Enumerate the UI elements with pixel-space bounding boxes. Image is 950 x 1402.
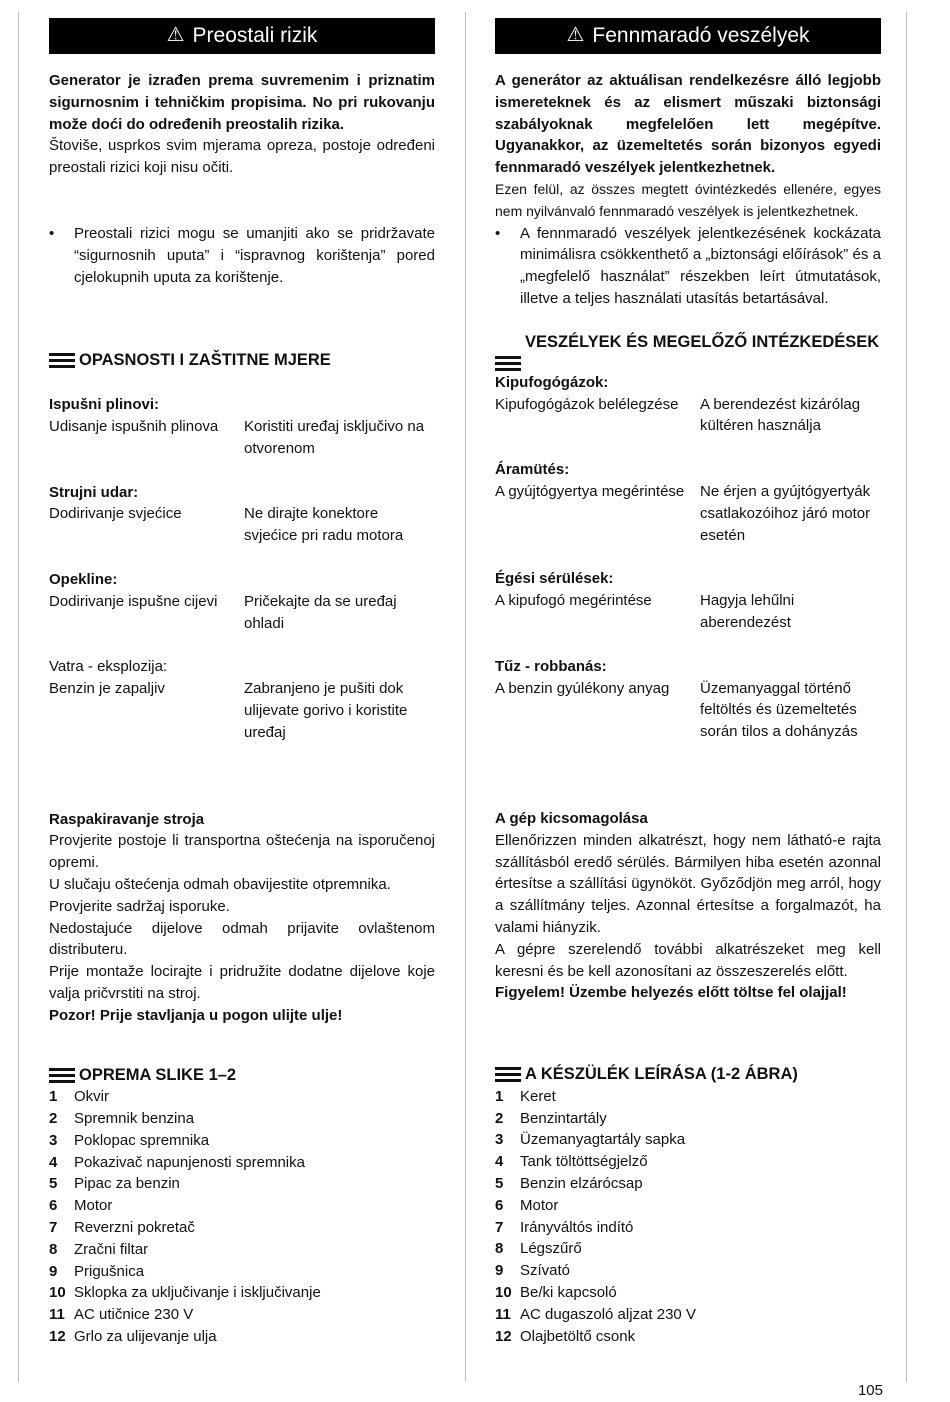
list-item: 6 Motor [495,1196,559,1214]
hazard-measure: Pričekajte da se uređaj ohladi [244,592,397,632]
hazard-measure: Koristiti uređaj isključivo na otvorenom [244,417,425,457]
hazards-heading: OPASNOSTI I ZAŠTITNE MJERE [49,350,435,372]
equipment-heading: A KÉSZÜLÉK LEÍRÁSA (1-2 ÁBRA) [495,1064,881,1086]
hazard-block-3 [495,568,881,633]
menu-lines-icon [49,1068,75,1084]
hazard-category: Strujni udar: [49,483,139,501]
hazard-measure: Zabranjeno je pušiti dok ulijevate gorivo i koristite uređaj [244,680,408,741]
warning-triangle-icon: ⚠ [166,24,185,47]
hazard-text: Kipufogógázok belélegzése [495,395,679,413]
hazard-category: Égési sérülések: [495,570,614,588]
hazard-block-2 [495,459,881,546]
hazard-measure: Hagyja lehűlni aberendezést [700,592,795,631]
equipment-list [49,1086,435,1348]
hazard-block-3 [49,569,435,634]
unpack-line: Prije montaže locirajte i pridružite dodatne dijelove koje valja pričvrstiti na stroj. [49,963,435,1002]
list-item: 6 Motor [49,1197,113,1215]
list-item: 3 Üzemanyagtartály sapka [495,1131,686,1149]
page-number: 105 [857,1382,883,1399]
section-title-bar [495,18,881,54]
section-title: Fennmaradó veszélyek [592,24,810,48]
hazard-block-4 [49,656,435,743]
list-item: 8 Légszűrő [495,1240,582,1258]
list-item: 12 Olajbetöltő csonk [495,1327,636,1345]
menu-lines-icon [495,356,521,372]
unpack-warning: Pozor! Prije stavljanja u pogon ulijte ulje! [49,1006,343,1024]
list-item: 8 Zračni filtar [49,1240,149,1258]
column-rule-center [465,12,466,1382]
list-item: 7 Irányváltós indító [495,1218,634,1236]
hazard-category: Vatra - eksplozija: [49,658,168,676]
hazard-category: Tűz - robbanás: [495,657,607,675]
hazard-text: A kipufogó megérintése [495,592,652,610]
column-rule-left [18,12,19,1382]
hazard-measure: A berendezést kizárólag kültéren használja [700,395,861,435]
list-item: 1 Keret [495,1087,556,1105]
hazard-measure: Üzemanyaggal történő feltöltés és üzemeltetés során tilos a dohányzás [700,679,858,741]
right-column [495,18,881,1347]
hazard-block-4 [495,656,881,743]
list-item: 4 Pokazivač napunjenosti spremnika [49,1153,305,1171]
intro-normal: Štoviše, usprkos svim mjerama opreza, postoje određeni preostali rizici koji nisu očiti. [49,137,435,177]
hazards-heading: VESZÉLYEK ÉS MEGELŐZŐ INTÉZKEDÉSEK [495,332,881,372]
hazard-measure: Ne dirajte konektore svjećice pri radu motora [244,505,404,545]
section-title-bar [49,18,435,54]
list-item: 2 Benzintartály [495,1109,607,1127]
left-column [49,18,435,1348]
bullet-text: Preostali rizici mogu se umanjiti ako se pridržavate “sigurnosnih uputa” i “ispravnog korištenja” pored cjelokupnih uputa za korištenje. [74,224,435,286]
hazard-text: Udisanje ispušnih plinova [49,417,219,435]
list-item: 4 Tank töltöttségjelző [495,1153,648,1171]
list-item: 3 Poklopac spremnika [49,1131,210,1149]
hazard-category: Kipufogógázok: [495,373,609,391]
list-item: 10 Sklopka za uključivanje i isključivanje [49,1284,321,1302]
equipment-list [495,1086,881,1348]
unpack-line: U slučaju oštećenja odmah obavijestite otpremnika. [49,875,391,893]
unpack-line: Ellenőrizzen minden alkatrészt, hogy nem látható-e rajta szállításból eredő sérülés. Bármilyen hiba esetén azonnal értesítse a szállítási ügynököt. Győződjön meg arról, hogy a szállítmány teljes. Azonnal értesítse a forgalmazót, ha valami hiányzik. [495,831,881,936]
hazard-block-2 [49,482,435,547]
list-item: 9 Szívató [495,1262,571,1280]
equipment-heading: OPREMA SLIKE 1–2 [49,1065,435,1087]
list-item: 9 Prigušnica [49,1262,145,1280]
hazard-text: A benzin gyúlékony anyag [495,679,670,697]
hazard-text: Dodirivanje ispušne cijevi [49,592,218,610]
list-item: 1 Okvir [49,1088,109,1106]
bullet-item: • Preostali rizici mogu se umanjiti ako se pridržavate “sigurnosnih uputa” i “ispravnog korištenja” pored cjelokupnih uputa za korištenje. [49,223,435,288]
bullet-text: A fennmaradó veszélyek jelentkezésének kockázata minimálisra csökkenthető a „biztonsági előírások” és a „megfelelő használat” részekben leírt útmutatások, illetve a teljes használati utasítás betartásával. [520,224,881,307]
unpack-line: Nedostajuće dijelove odmah prijavite ovlaštenom distributeru. [49,919,435,959]
intro-normal: Ezen felül, az összes megtett óvintézkedés ellenére, egyes nem nyilvánvaló fennmaradó veszélyek is jelentkezhetnek. [495,180,881,219]
hazard-measure: Ne érjen a gyújtógyertyák csatlakozóihoz járó motor esetén [700,482,871,544]
list-item: 12 Grlo za ulijevanje ulja [49,1328,217,1346]
unpack-heading: Raspakiravanje stroja [49,810,205,828]
list-item: 11 AC dugaszoló aljzat 230 V [495,1305,696,1323]
list-item: 10 Be/ki kapcsoló [495,1284,617,1302]
list-item: 11 AC utičnice 230 V [49,1306,194,1324]
hazard-category: Opekline: [49,570,118,588]
section-title: Preostali rizik [192,24,318,48]
intro-bold: Generator je izrađen prema suvremenim i priznatim sigurnosnim i tehničkim propisima. No pri rukovanju može doći do određenih preostalih rizika. [49,72,435,133]
hazard-text: Dodirivanje svjećice [49,505,182,523]
bullet-item: • A fennmaradó veszélyek jelentkezésének kockázata minimálisra csökkenthető a „biztonsági előírások” és a „megfelelő használat” részekben leírt útmutatások, illetve a teljes használati utasítás betartásával. [495,223,881,310]
hazard-text: Benzin je zapaljiv [49,680,165,698]
column-rule-right [906,12,907,1382]
intro-bold: A generátor az aktuálisan rendelkezésre álló legjobb ismereteknek és az elismert műszaki biztonsági szabályoknak megfelelően lett megépítve. Ugyanakkor, az üzemeltetés során bizonyos egyedi fennmaradó veszélyek jelentkezhetnek. [495,72,881,177]
list-item: 5 Pipac za benzin [49,1175,180,1193]
unpack-heading: A gép kicsomagolása [495,809,648,827]
unpack-line: Provjerite sadržaj isporuke. [49,897,230,915]
hazard-block-1 [49,394,435,459]
list-item: 2 Spremnik benzina [49,1110,195,1128]
hazard-category: Ispušni plinovi: [49,396,160,414]
list-item: 5 Benzin elzárócsap [495,1175,643,1193]
hazard-block-1 [495,372,881,437]
unpack-warning: Figyelem! Üzembe helyezés előtt töltse fel olajjal! [495,984,847,1002]
list-item: 7 Reverzni pokretač [49,1219,195,1237]
unpack-line: A gépre szerelendő további alkatrészeket meg kell keresni és be kell azonosítani az összeszerelés előtt. [495,940,881,980]
hazard-category: Áramütés: [495,461,570,479]
unpack-line: Provjerite postoje li transportna oštećenja na isporučenoj opremi. [49,832,435,872]
menu-lines-icon [49,353,75,369]
warning-triangle-icon: ⚠ [566,24,585,47]
hazard-text: A gyújtógyertya megérintése [495,482,685,500]
menu-lines-icon [495,1067,521,1083]
